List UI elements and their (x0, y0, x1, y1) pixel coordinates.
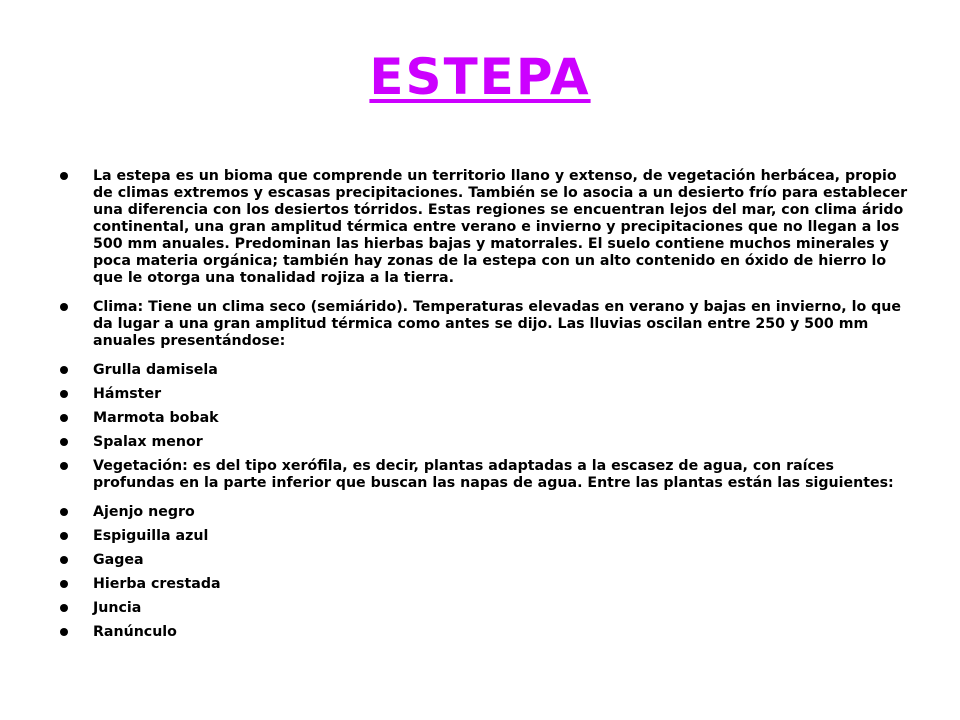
bullet-list (58, 168, 908, 648)
bullet-item-vegetacion (58, 458, 908, 492)
bullet-dot-icon (60, 366, 68, 374)
bullet-item-flora (58, 552, 908, 569)
bullet-text: Spalax menor (93, 434, 203, 450)
bullet-item-intro (58, 168, 908, 287)
bullet-item-flora (58, 600, 908, 617)
bullet-dot-icon (60, 414, 68, 422)
title-container (0, 50, 960, 105)
bullet-text: Hámster (93, 386, 162, 402)
bullet-text: Marmota bobak (93, 410, 219, 426)
bullet-text: Ajenjo negro (93, 504, 195, 520)
bullet-item-flora (58, 624, 908, 641)
slide-title: ESTEPA (369, 48, 591, 106)
bullet-text: Clima: Tiene un clima seco (semiárido). Temperaturas elevadas en verano y bajas en invierno, lo que da lugar a una gran amplitud térmica como antes se dijo. Las lluvias oscilan entre 250 y 500 mm anuales presentándose: (93, 299, 902, 349)
bullet-dot-icon (60, 532, 68, 540)
bullet-item-flora (58, 528, 908, 545)
bullet-dot-icon (60, 438, 68, 446)
bullet-text: La estepa es un bioma que comprende un territorio llano y extenso, de vegetación herbácea, propio de climas extremos y escasas precipitaciones. También se lo asocia a un desierto frío para establecer una diferencia con los desiertos tórridos. Estas regiones se encuentran lejos del mar, con clima árido continental, una gran amplitud térmica entre verano e invierno y precipitaciones que no llegan a los 500 mm anuales. Predominan las hierbas bajas y matorrales. El suelo contiene muchos minerales y poca materia orgánica; también hay zonas de la estepa con un alto contenido en óxido de hierro lo que le otorga una tonalidad rojiza a la tierra. (93, 168, 908, 286)
bullet-text: Vegetación: es del tipo xerófila, es decir, plantas adaptadas a la escasez de agua, con raíces profundas en la parte inferior que buscan las napas de agua. Entre las plantas están las siguientes: (93, 458, 894, 491)
bullet-item-clima (58, 299, 908, 350)
bullet-text: Espiguilla azul (93, 528, 209, 544)
bullet-text: Juncia (93, 600, 142, 616)
bullet-text: Hierba crestada (93, 576, 221, 592)
bullet-dot-icon (60, 172, 68, 180)
bullet-item-flora (58, 504, 908, 521)
bullet-text: Gagea (93, 552, 144, 568)
bullet-dot-icon (60, 556, 68, 564)
bullet-text: Grulla damisela (93, 362, 218, 378)
bullet-dot-icon (60, 604, 68, 612)
bullet-item-fauna (58, 410, 908, 427)
bullet-text: Ranúnculo (93, 624, 177, 640)
bullet-dot-icon (60, 462, 68, 470)
bullet-dot-icon (60, 508, 68, 516)
bullet-dot-icon (60, 628, 68, 636)
bullet-dot-icon (60, 303, 68, 311)
bullet-item-fauna (58, 362, 908, 379)
bullet-dot-icon (60, 390, 68, 398)
bullet-item-fauna (58, 434, 908, 451)
bullet-dot-icon (60, 580, 68, 588)
bullet-item-fauna (58, 386, 908, 403)
bullet-item-flora (58, 576, 908, 593)
